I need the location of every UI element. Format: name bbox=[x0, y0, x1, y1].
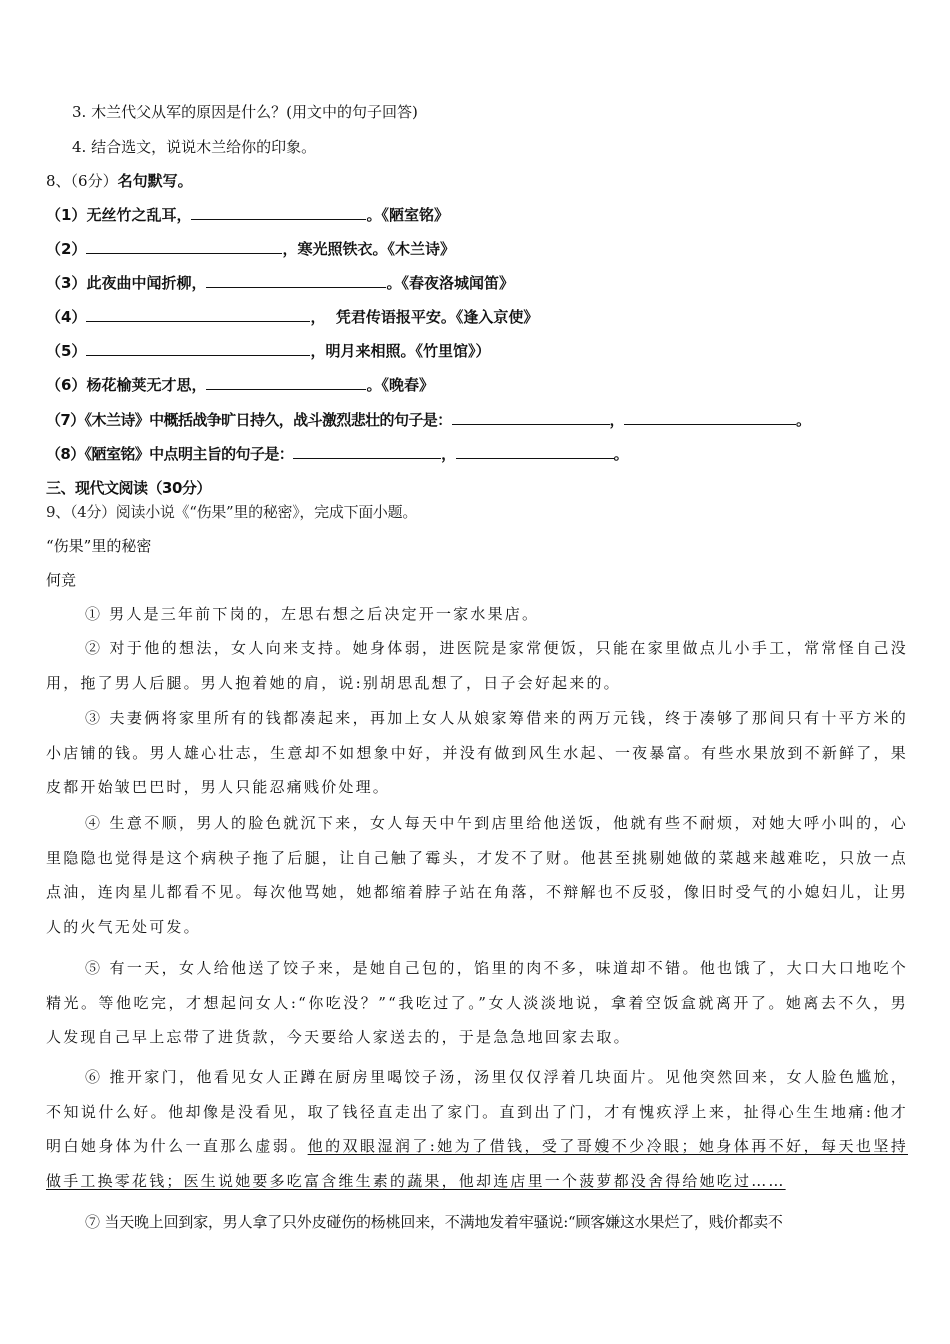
question-text: 结合选文，说说木兰给你的印象。 bbox=[91, 138, 317, 156]
item-source: 。《晚春》 bbox=[366, 376, 434, 394]
answer-blank[interactable] bbox=[206, 273, 386, 288]
item-label: （6） bbox=[46, 376, 87, 394]
question-number: 8、 bbox=[46, 172, 71, 190]
item-label: （8） bbox=[46, 445, 85, 463]
fill-item-6 bbox=[46, 375, 434, 395]
question-4 bbox=[72, 137, 316, 157]
item-label: （2） bbox=[46, 240, 87, 258]
item-label: （4） bbox=[46, 308, 87, 326]
paragraph-number: ① bbox=[85, 605, 103, 623]
question-number: 4. bbox=[72, 138, 87, 156]
paragraph-number: ② bbox=[85, 639, 103, 657]
item-source: 。《陋室铭》 bbox=[366, 206, 449, 224]
paragraph-5 bbox=[46, 951, 908, 1055]
paragraph-4 bbox=[46, 806, 908, 944]
answer-blank[interactable] bbox=[86, 341, 310, 356]
answer-blank-1[interactable] bbox=[293, 444, 441, 459]
question-9: 9、（4分）阅读小说《“伤果”里的秘密》，完成下面小题。 bbox=[46, 503, 418, 521]
question-text: 木兰代父从军的原因是什么？(用文中的句子回答) bbox=[91, 103, 418, 121]
question-3 bbox=[72, 102, 418, 122]
item-label: （3） bbox=[46, 274, 87, 292]
item-source: ， 凭君传语报平安。《逢入京使》 bbox=[310, 308, 539, 326]
item-source: ，明月来相照。《竹里馆》） bbox=[310, 342, 491, 360]
answer-blank[interactable] bbox=[191, 205, 366, 220]
paragraph-text: 夫妻俩将家里所有的钱都凑起来，再加上女人从娘家筹借来的两万元钱，终于凑够了那间只有十平方米的小店铺的钱。男人雄心壮志，生意却不如想象中好，并没有做到风生水起、一夜暴富。有些水果放到不新鲜了，果皮都开始皱巴巴时，男人只能忍痛贱价处理。 bbox=[46, 709, 909, 796]
paragraph-text: 当天晚上回到家，男人拿了只外皮碰伤的杨桃回来，不满地发着牢骚说:“顾客嫌这水果烂了，贱价都卖不 bbox=[104, 1213, 783, 1231]
paragraph-text: 男人是三年前下岗的，左思右想之后决定开一家水果店。 bbox=[109, 605, 540, 623]
fill-item-1 bbox=[46, 205, 449, 225]
underlined-sentence: 他的双眼湿润了:她为了借钱，受了哥嫂不少冷眼；她身体再不好，每天也坚持做手工换零花钱；医生说她要多吃富含维生素的蔬果，他却连店里一个菠萝都没舍得给她吃过…… bbox=[46, 1137, 908, 1190]
paragraph-2 bbox=[46, 631, 908, 700]
fill-item-8 bbox=[46, 444, 628, 464]
paragraph-7 bbox=[46, 1205, 908, 1241]
paragraph-1 bbox=[46, 597, 908, 632]
paragraph-text: 对于他的想法，女人向来支持。她身体弱，进医院是家常便饭，只能在家里做点儿小手工，常常怪自己没用，拖了男人后腿。男人抱着她的肩，说:别胡思乱想了，日子会好起来的。 bbox=[46, 639, 909, 692]
answer-blank[interactable] bbox=[86, 239, 282, 254]
answer-blank-1[interactable] bbox=[452, 410, 610, 425]
answer-blank-2[interactable] bbox=[456, 444, 614, 459]
end-mark: 。 bbox=[795, 411, 811, 429]
item-label: （5） bbox=[46, 342, 87, 360]
item-text: 此夜曲中闻折柳， bbox=[86, 274, 207, 292]
separator: ， bbox=[441, 445, 456, 463]
question-8-header bbox=[46, 171, 193, 191]
section-heading: 三、现代文阅读（30分） bbox=[46, 479, 211, 497]
item-text: 《陋室铭》中点明主旨的句子是： bbox=[84, 445, 294, 463]
item-text: 杨花榆荚无才思， bbox=[86, 376, 207, 394]
paragraph-text: 推开家门，他看见女人正蹲在厨房里喝饺子汤，汤里仅仅浮着几块面片。见他突然回来，女人脸色尴尬，不知说什么好。他却像是没看见，取了钱径直走出了家门。直到出了门，才有愧疚浮上来，扯得心生生地痛:他才明白她身体为什么一直那么虚弱。 bbox=[46, 1068, 909, 1155]
paragraph-number: ⑥ bbox=[85, 1068, 103, 1086]
paragraph-text: 生意不顺，男人的脸色就沉下来，女人每天中午到店里给他送饭，他就有些不耐烦，对她大呼小叫的，心里隐隐也觉得是这个病秧子拖了后腿，让自己触了霉头，才发不了财。他甚至挑剔她做的菜越来越难吃，只放一点点油，连肉星儿都看不见。每次他骂她，她都缩着脖子站在角落，不辩解也不反驳，像旧时受气的小媳妇儿，让男人的火气无处可发。 bbox=[46, 814, 909, 936]
answer-blank[interactable] bbox=[206, 375, 366, 390]
paragraph-6 bbox=[46, 1060, 908, 1198]
item-text: 无丝竹之乱耳， bbox=[86, 206, 192, 224]
answer-blank[interactable] bbox=[86, 307, 310, 322]
question-number: 3. bbox=[72, 103, 87, 121]
item-source: ，寒光照铁衣。《木兰诗》 bbox=[282, 240, 455, 258]
paragraph-number: ⑦ bbox=[85, 1213, 100, 1231]
fill-item-3 bbox=[46, 273, 514, 293]
end-mark: 。 bbox=[613, 445, 628, 463]
fill-item-2 bbox=[46, 239, 455, 259]
question-title: 名句默写。 bbox=[117, 172, 193, 190]
item-label: （1） bbox=[46, 206, 87, 224]
separator: ， bbox=[609, 411, 624, 429]
item-source: 。《春夜洛城闻笛》 bbox=[386, 274, 514, 292]
paragraph-number: ③ bbox=[85, 709, 103, 727]
paragraph-number: ⑤ bbox=[85, 959, 103, 977]
paragraph-number: ④ bbox=[85, 814, 103, 832]
item-label: （7） bbox=[46, 411, 85, 429]
item-text: 《木兰诗》中概括战争旷日持久，战斗激烈悲壮的句子是： bbox=[84, 411, 452, 429]
answer-blank-2[interactable] bbox=[624, 410, 796, 425]
story-title: “伤果”里的秘密 bbox=[46, 537, 152, 555]
story-author: 何竞 bbox=[46, 571, 77, 589]
fill-item-7 bbox=[46, 410, 810, 430]
paragraph-3 bbox=[46, 701, 908, 805]
fill-item-5 bbox=[46, 341, 490, 361]
fill-item-4 bbox=[46, 307, 538, 327]
paragraph-text: 有一天，女人给他送了饺子来，是她自己包的，馅里的肉不多，味道却不错。他也饿了，大口大口地吃个精光。等他吃完，才想起问女人:“你吃没？”“我吃过了。”女人淡淡地说，拿着空饭盒就离开了。她离去不久，男人发现自己早上忘带了进货款，今天要给人家送去的，于是急急地回家去取。 bbox=[46, 959, 909, 1046]
question-score: （6分） bbox=[70, 172, 118, 190]
